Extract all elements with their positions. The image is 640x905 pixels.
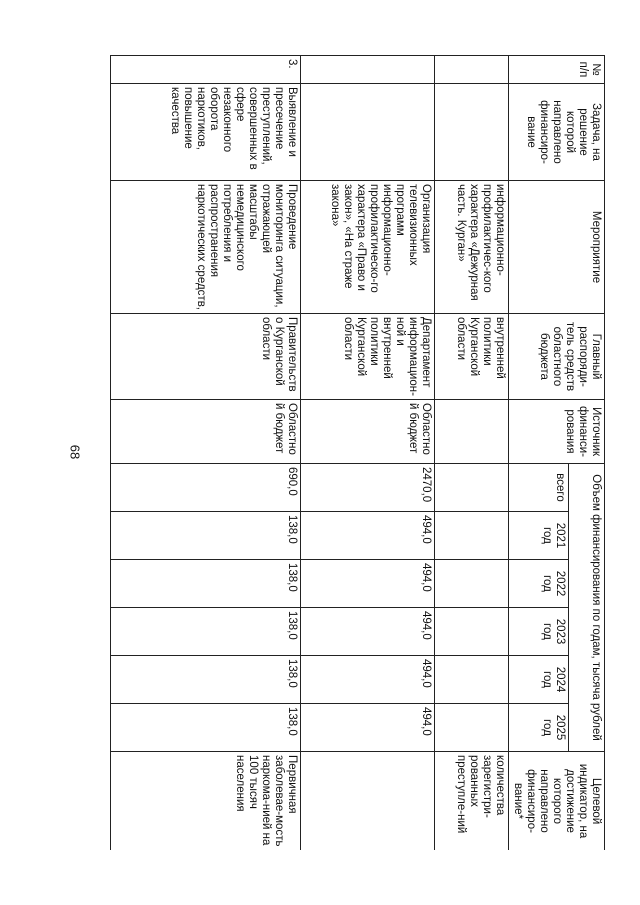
cell-num [435,56,509,84]
table-viewport [105,55,605,850]
cell-source: Областной бюджет [111,400,301,464]
cell-2025: 138,0 [111,704,301,752]
cell-2021: 494,0 [301,512,435,560]
cell-manager: внутренней политики Курганской области [435,314,509,400]
header-num: № п/п [509,56,605,84]
header-2025: 2025 год [509,704,569,752]
table-row [301,56,435,851]
cell-total: 690,0 [111,464,301,512]
header-measure: Мероприятие [509,181,605,314]
cell-indicator [301,752,435,850]
cell-indicator: количества зарегистри-рованных преступле-ний [435,752,509,850]
cell-2021 [435,512,509,560]
cell-num: 3. [111,56,301,84]
header-2024: 2024 год [509,656,569,704]
cell-source: Областной бюджет [301,400,435,464]
cell-task [301,84,435,181]
cell-2025 [435,704,509,752]
header-total: всего [509,464,569,512]
page-number: 68 [67,444,83,460]
cell-measure: информационно-профилактичес-кого характера «Дежурная часть. Курган» [435,181,509,314]
header-volume: Объем финансирования по годам, тысяча рублей [568,464,604,752]
cell-measure: Проведение мониторинга ситуации, отражающей масштабы немедицинского потребления и распространения наркотических средств, [111,181,301,314]
table-row [111,56,301,851]
header-2021: 2021 год [509,512,569,560]
cell-measure: Организация телевизионных программ информационно-профилактическо-го характера «Право и закон», «На страже закона» [301,181,435,314]
cell-2024 [435,656,509,704]
header-task: Задача, на решение которой направлено финансиро-вание [509,84,605,181]
rotated-table-container [105,55,605,850]
cell-2023 [435,608,509,656]
cell-num [301,56,435,84]
cell-total [435,464,509,512]
cell-total: 2470,0 [301,464,435,512]
cell-manager: Правительство Курганской области [111,314,301,400]
cell-manager: Департамент информацион-ной и внутренней политики Курганской области [301,314,435,400]
cell-indicator: Первичная заболевае-мость наркома-нией на 100 тысяч населения [111,752,301,850]
cell-2023: 494,0 [301,608,435,656]
cell-2022: 138,0 [111,560,301,608]
cell-2024: 494,0 [301,656,435,704]
financing-table [110,55,605,850]
table-row [435,56,509,851]
header-source: Источник финанси-рования [509,400,605,464]
cell-task [435,84,509,181]
header-manager: Главный распоряди-тель средств областного бюджета [509,314,605,400]
header-indicator: Целевой индикатор, на достижение которого направлено финансиро-вание* [509,752,605,850]
cell-2022: 494,0 [301,560,435,608]
header-2023: 2023 год [509,608,569,656]
cell-source [435,400,509,464]
cell-2024: 138,0 [111,656,301,704]
cell-2022 [435,560,509,608]
cell-2025: 494,0 [301,704,435,752]
cell-task: Выявление и пресечение преступлений, совершенных в сфере незаконного оборота наркотиков, повышение качества [111,84,301,181]
cell-2023: 138,0 [111,608,301,656]
header-2022: 2022 год [509,560,569,608]
header-row-1 [568,56,604,851]
cell-2021: 138,0 [111,512,301,560]
